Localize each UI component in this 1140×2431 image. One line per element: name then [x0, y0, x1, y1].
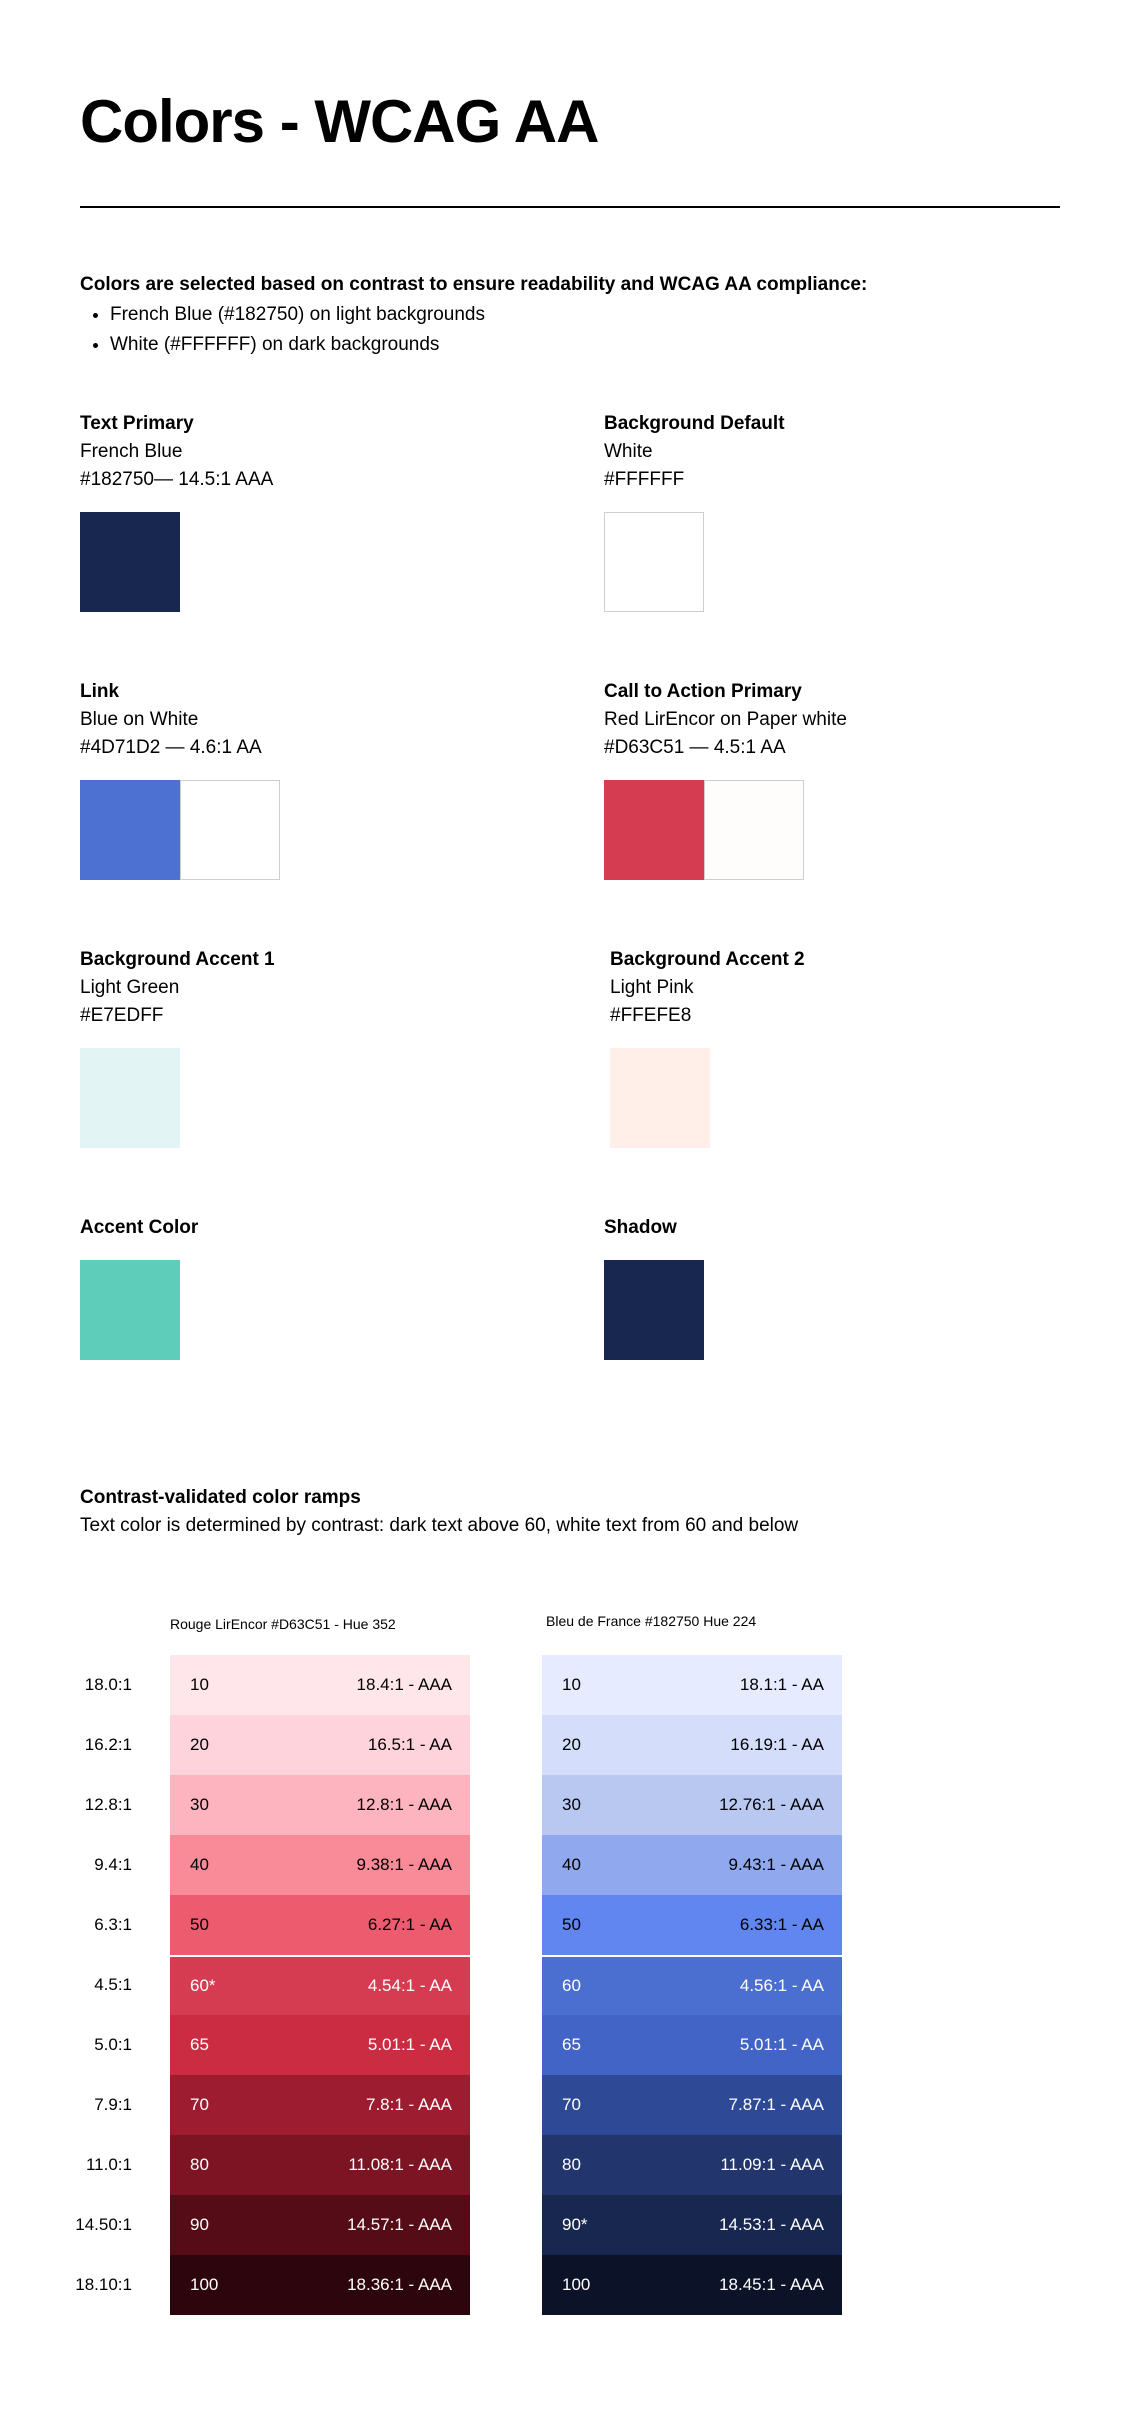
token-desc: Red LirEncor on Paper white [604, 709, 847, 730]
ramp-step-ratio: 9.43:1 - AAA [728, 1855, 824, 1874]
ramp-step-ratio: 7.8:1 - AAA [366, 2095, 452, 2114]
token-desc: White [604, 441, 653, 462]
page-title: Colors - WCAG AA [80, 88, 599, 155]
ramp-step [542, 1715, 842, 1775]
token-value: #FFEFE8 [610, 1005, 692, 1026]
ratio-label: 16.2:1 [84, 1735, 132, 1754]
ramp-step [542, 2015, 842, 2075]
ramp-caption-blue: Bleu de France #182750 Hue 224 [546, 1613, 757, 1629]
ramp-step [542, 1655, 842, 1715]
token-bg-accent-2 [610, 946, 805, 1148]
ramp-step-ratio: 9.38:1 - AAA [356, 1855, 452, 1874]
ramp-step-ratio: 12.8:1 - AAA [356, 1795, 452, 1814]
color-swatch [604, 780, 704, 880]
ramp-step-label: 65 [190, 2035, 209, 2054]
ratio-label: 6.3:1 [94, 1915, 132, 1934]
token-bg-default [604, 410, 785, 612]
token-desc: Blue on White [80, 709, 199, 730]
color-swatch [604, 1260, 704, 1360]
ramp-step [542, 1775, 842, 1835]
intro-list [80, 300, 867, 360]
ramp-step-ratio: 18.4:1 - AAA [356, 1675, 452, 1694]
intro-lead: Colors are selected based on contrast to ensure readability and WCAG AA compliance: [80, 274, 868, 295]
color-swatch [610, 1048, 710, 1148]
ratio-label: 7.9:1 [94, 2095, 132, 2114]
ratio-label: 18.10:1 [75, 2275, 132, 2294]
ramp-step-label: 10 [190, 1675, 209, 1694]
ramp-step-label: 65 [562, 2035, 581, 2054]
ramp-step-ratio: 5.01:1 - AA [367, 2035, 452, 2054]
ramp-step [170, 1655, 470, 1715]
ratio-label: 11.0:1 [85, 2155, 132, 2174]
ramp-step [170, 1955, 470, 2015]
ramp-red [170, 1655, 470, 2315]
ramp-step [542, 1895, 842, 1955]
ramp-step-label: 80 [190, 2155, 209, 2174]
token-desc: Light Green [80, 977, 180, 998]
color-swatch [80, 1260, 180, 1360]
ramp-step-label: 90* [562, 2215, 588, 2234]
ramp-step-label: 30 [562, 1795, 581, 1814]
ratio-column [40, 1655, 132, 2315]
color-swatch [80, 512, 180, 612]
ramp-step-ratio: 11.09:1 - AAA [720, 2155, 824, 2174]
token-value: #4D71D2 — 4.6:1 AA [80, 737, 262, 758]
ramp-step-ratio: 14.57:1 - AAA [347, 2215, 452, 2234]
ramp-step-label: 30 [190, 1795, 209, 1814]
ramp-step-ratio: 14.53:1 - AAA [719, 2215, 824, 2234]
token-name: Accent Color [80, 1217, 199, 1238]
ramp-step-ratio: 12.76:1 - AAA [719, 1795, 824, 1814]
ramp-step [170, 2135, 470, 2195]
ramp-step [542, 1955, 842, 2015]
title-divider [80, 206, 1060, 208]
ratio-label: 12.8:1 [84, 1795, 132, 1814]
ramp-step-label: 10 [562, 1675, 581, 1694]
ramp-step [170, 1895, 470, 1955]
ramp-step [542, 2075, 842, 2135]
ramp-step-label: 100 [562, 2275, 591, 2294]
token-accent-color [80, 1214, 198, 1360]
ramps-section-heading [80, 1484, 798, 1540]
ramp-step-label: 100 [190, 2275, 219, 2294]
token-name: Background Accent 2 [610, 949, 805, 970]
ramp-step-label: 70 [562, 2095, 581, 2114]
token-name: Background Accent 1 [80, 949, 275, 970]
ramp-step-ratio: 6.27:1 - AA [367, 1915, 452, 1934]
intro-bullet: • French Blue (#182750) on light backgrounds [110, 300, 867, 330]
ramp-step-label: 40 [562, 1855, 581, 1874]
color-swatch [180, 780, 280, 880]
token-name: Shadow [604, 1217, 677, 1238]
ramp-step-ratio: 18.36:1 - AAA [347, 2275, 452, 2294]
ramp-step-ratio: 4.56:1 - AA [739, 1976, 824, 1995]
ramp-step [542, 1835, 842, 1895]
ramp-step [542, 2195, 842, 2255]
color-swatch [604, 512, 704, 612]
ratio-label: 9.4:1 [94, 1855, 132, 1874]
ramp-step-label: 50 [190, 1915, 209, 1934]
token-value: #FFFFFF [604, 469, 685, 490]
token-text-primary [80, 410, 273, 612]
ramp-step-ratio: 7.87:1 - AAA [728, 2095, 824, 2114]
ramp-step-ratio: 11.08:1 - AAA [348, 2155, 452, 2174]
ramp-step [170, 2015, 470, 2075]
token-bg-accent-1 [80, 946, 275, 1148]
ratio-label: 14.50:1 [75, 2215, 132, 2234]
ramp-step-label: 90 [190, 2215, 209, 2234]
ramp-step-label: 60* [190, 1976, 216, 1995]
ramp-step-label: 40 [190, 1855, 209, 1874]
ratio-label: 18.0:1 [84, 1675, 132, 1694]
token-link [80, 678, 280, 880]
token-value: #D63C51 — 4.5:1 AA [604, 737, 786, 758]
ratio-label: 4.5:1 [94, 1975, 132, 1994]
ramp-step [170, 2075, 470, 2135]
token-value: #182750— 14.5:1 AAA [80, 469, 274, 490]
ramp-caption-red: Rouge LirEncor #D63C51 - Hue 352 [170, 1616, 396, 1632]
ramp-step [170, 1715, 470, 1775]
ramp-step-ratio: 6.33:1 - AA [739, 1915, 824, 1934]
intro-bullet: • White (#FFFFFF) on dark backgrounds [110, 330, 867, 360]
ramp-step [542, 2135, 842, 2195]
ratio-label: 5.0:1 [94, 2035, 132, 2054]
ramp-blue [542, 1655, 842, 2315]
ramp-step-ratio: 16.5:1 - AA [367, 1735, 452, 1754]
ramp-step [170, 2255, 470, 2315]
token-name: Background Default [604, 413, 785, 434]
ramp-step-ratio: 5.01:1 - AA [739, 2035, 824, 2054]
token-name: Link [80, 681, 120, 702]
ramp-step-label: 20 [190, 1735, 209, 1754]
ramp-step-ratio: 4.54:1 - AA [367, 1976, 452, 1995]
color-swatch [704, 780, 804, 880]
ramp-step-label: 60 [562, 1976, 581, 1995]
ramp-step-ratio: 16.19:1 - AA [730, 1735, 824, 1754]
ramp-step-label: 20 [562, 1735, 581, 1754]
token-shadow [604, 1214, 704, 1360]
color-swatch [80, 780, 180, 880]
color-swatch [80, 1048, 180, 1148]
ramp-step-label: 70 [190, 2095, 209, 2114]
token-cta-primary [604, 678, 847, 880]
ramps-title: Contrast-validated color ramps [80, 1487, 361, 1508]
ramp-step [170, 1835, 470, 1895]
ramp-step [170, 2195, 470, 2255]
ramps-subtitle: Text color is determined by contrast: dark text above 60, white text from 60 and below [80, 1515, 799, 1536]
ramp-step [170, 1775, 470, 1835]
token-desc: Light Pink [610, 977, 694, 998]
ramp-step-label: 80 [562, 2155, 581, 2174]
token-desc: French Blue [80, 441, 183, 462]
ramp-step-ratio: 18.1:1 - AA [739, 1675, 824, 1694]
token-value: #E7EDFF [80, 1005, 164, 1026]
intro [80, 270, 867, 360]
ramp-step-label: 50 [562, 1915, 581, 1934]
ramp-step-ratio: 18.45:1 - AAA [719, 2275, 824, 2294]
token-name: Call to Action Primary [604, 681, 802, 702]
ramp-step [542, 2255, 842, 2315]
token-name: Text Primary [80, 413, 194, 434]
